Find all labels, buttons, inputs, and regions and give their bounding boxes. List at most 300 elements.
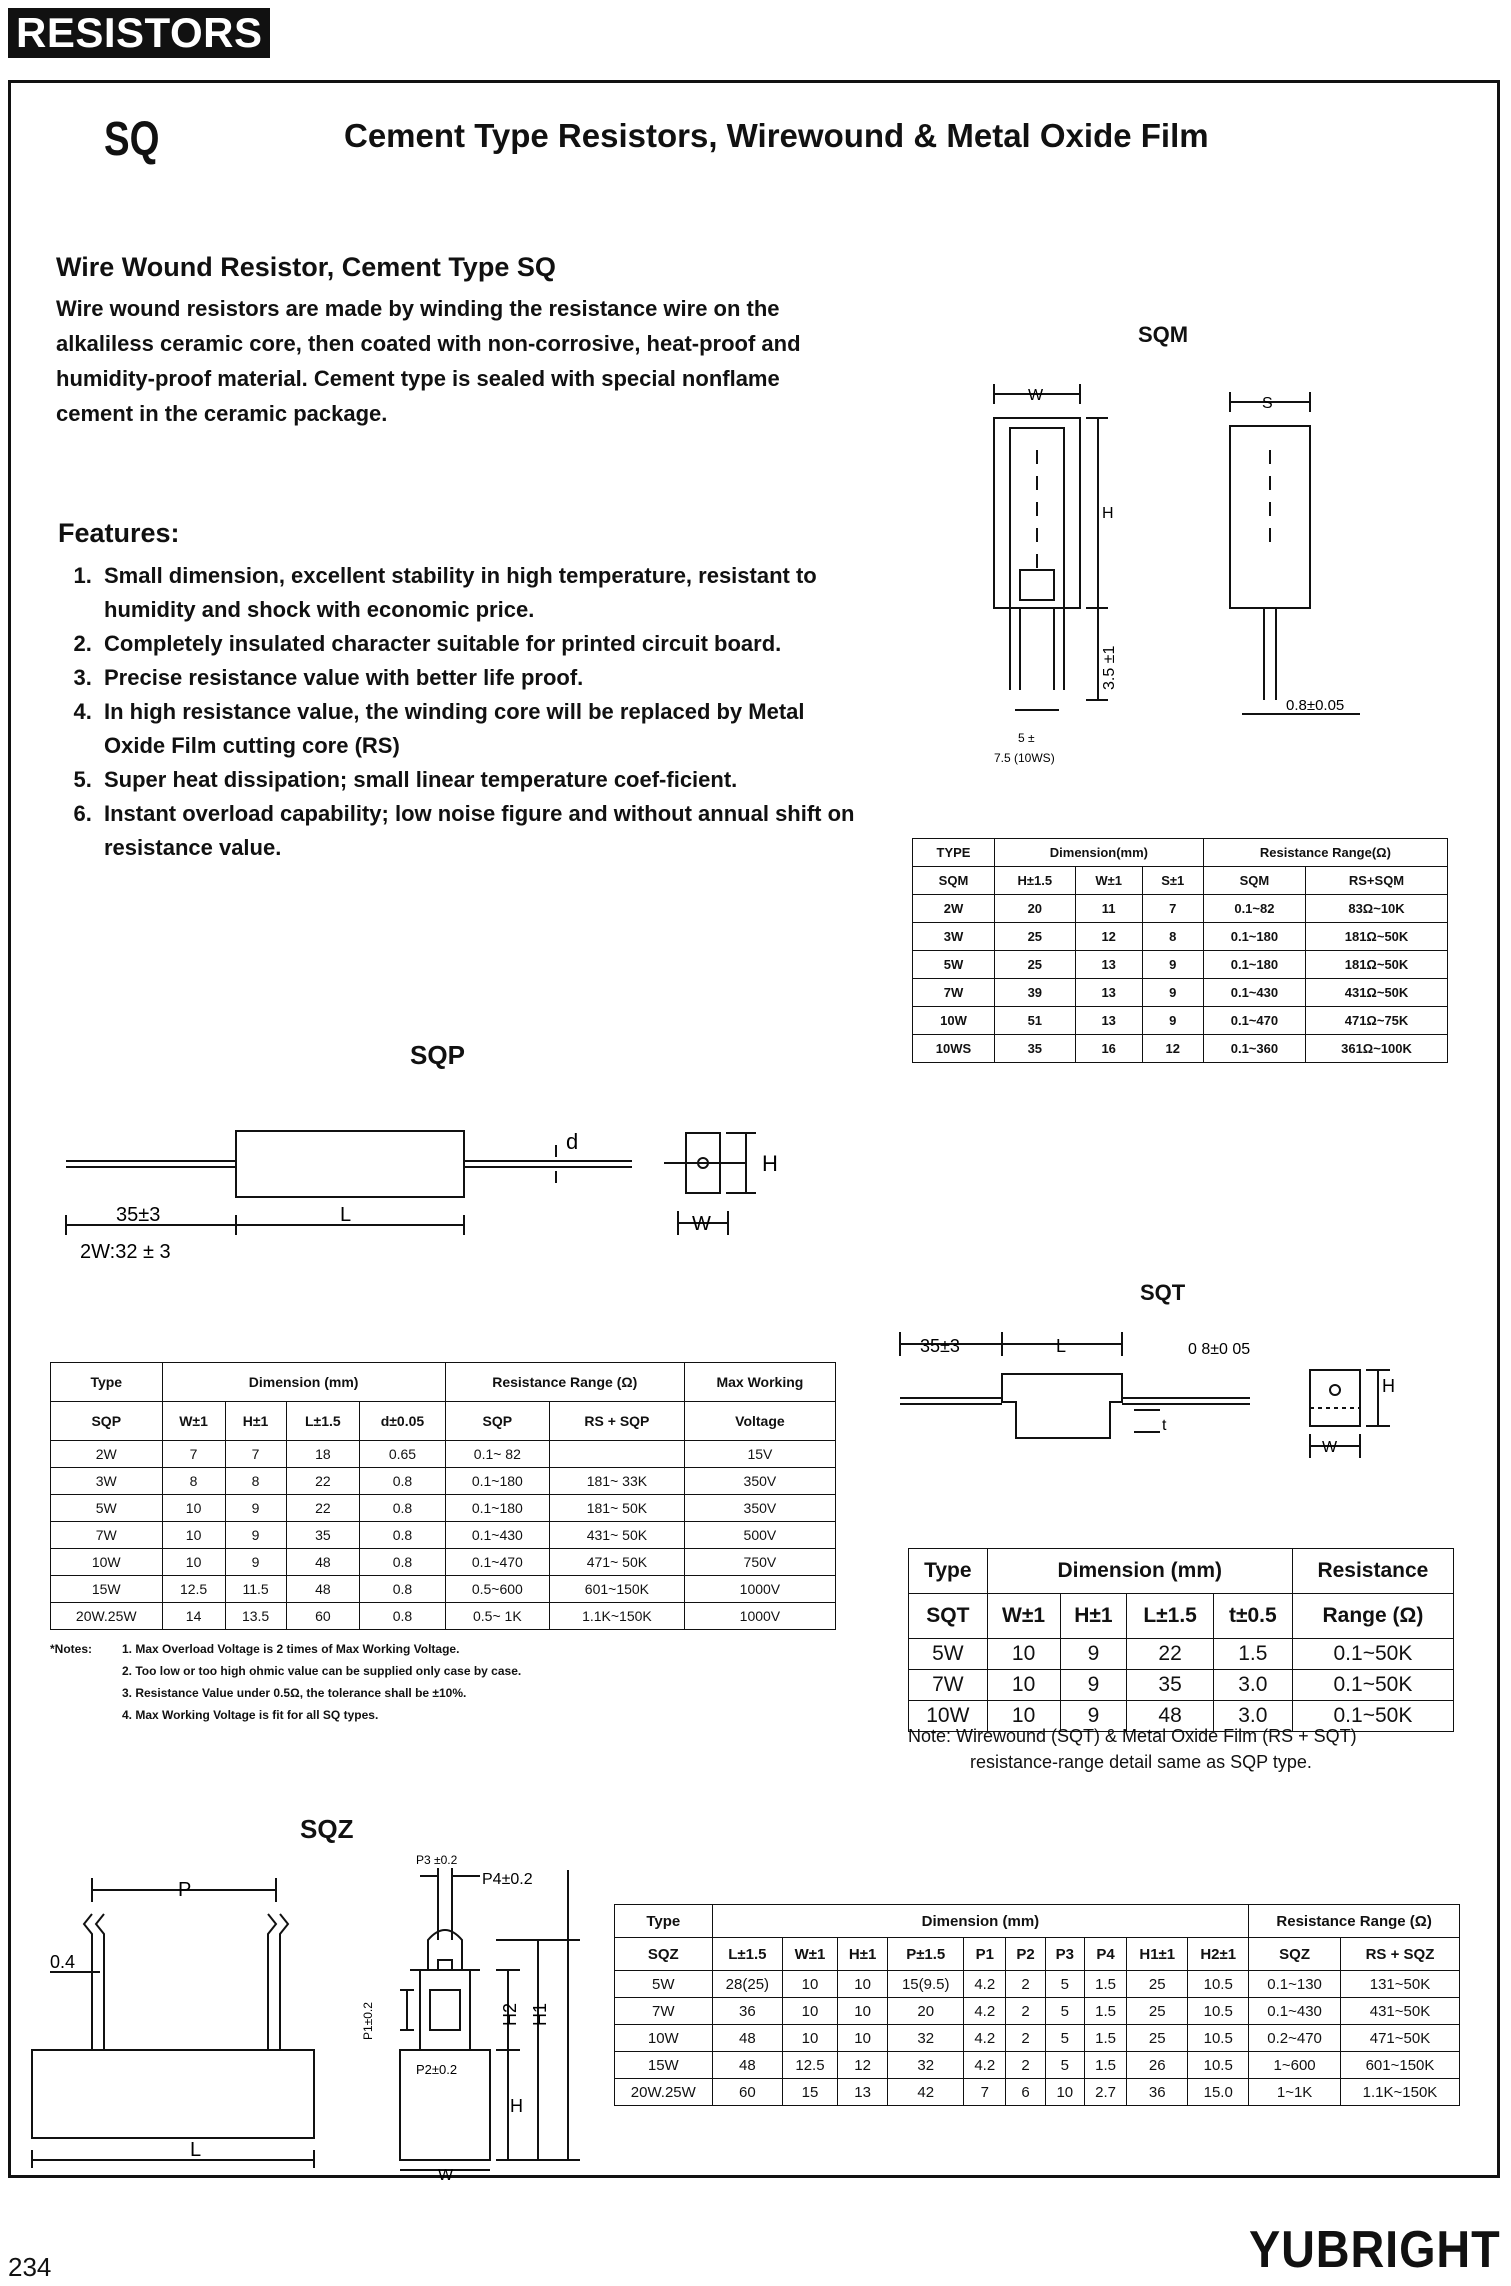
table-cell: 0.1~470 bbox=[1203, 1007, 1305, 1035]
table-cell: 361Ω~100K bbox=[1306, 1035, 1448, 1063]
table-cell: 9 bbox=[225, 1522, 286, 1549]
sqz-th-col: H±1 bbox=[837, 1938, 888, 1971]
sqt-dim-w: W bbox=[1322, 1439, 1338, 1456]
table-cell: 10.5 bbox=[1188, 2052, 1249, 2079]
sqz-label: SQZ bbox=[300, 1814, 354, 1844]
sqz-table bbox=[614, 1904, 1460, 2106]
sqt-dim-d: 0 8±0 05 bbox=[1188, 1341, 1251, 1358]
sqp-dim-l: L bbox=[340, 1204, 352, 1226]
table-cell: 9 bbox=[225, 1495, 286, 1522]
table-cell: 1.5 bbox=[1084, 1998, 1126, 2025]
table-cell: 25 bbox=[1127, 2025, 1188, 2052]
table-cell: 36 bbox=[712, 1998, 783, 2025]
table-cell: 0.1~180 bbox=[1203, 923, 1305, 951]
sqp-th-maxv: Max Working bbox=[684, 1363, 835, 1402]
table-cell: 15 bbox=[783, 2079, 838, 2106]
sqm-drawing bbox=[980, 370, 1400, 780]
note-item: 1. Max Overload Voltage is 2 times of Max Working Voltage. bbox=[122, 1642, 460, 1656]
sqt-dim-l: L bbox=[1056, 1336, 1067, 1356]
table-cell: 431~ 50K bbox=[550, 1522, 685, 1549]
sqm-dim-lead-dia: 0.8±0.05 bbox=[1286, 697, 1345, 714]
sqp-label: SQP bbox=[410, 1040, 465, 1070]
table-cell: 18 bbox=[286, 1441, 360, 1468]
table-cell: 60 bbox=[286, 1603, 360, 1630]
table-cell: 0.1~470 bbox=[445, 1549, 549, 1576]
sqp-dim-lead2: 2W:32 ± 3 bbox=[80, 1241, 171, 1263]
table-row bbox=[913, 1035, 1448, 1063]
features-list bbox=[58, 559, 868, 865]
sqz-dim-h: H bbox=[510, 2096, 523, 2116]
sqt-th-h: H±1 bbox=[1060, 1594, 1127, 1639]
table-cell: 5 bbox=[1045, 1971, 1084, 1998]
table-cell: 10 bbox=[162, 1522, 225, 1549]
table-cell: 28(25) bbox=[712, 1971, 783, 1998]
table-cell: 9 bbox=[1060, 1701, 1127, 1732]
table-cell: 48 bbox=[286, 1576, 360, 1603]
table-cell: 0.8 bbox=[360, 1603, 445, 1630]
sqz-drawing bbox=[20, 1850, 600, 2180]
table-row bbox=[615, 1971, 1460, 1998]
table-row bbox=[615, 2079, 1460, 2106]
sqt-drawing bbox=[890, 1330, 1410, 1470]
table-cell: 32 bbox=[888, 2025, 964, 2052]
table-cell: 9 bbox=[1142, 1007, 1203, 1035]
sqz-th-col: P2 bbox=[1006, 1938, 1045, 1971]
table-cell: 7 bbox=[225, 1441, 286, 1468]
sqm-th-dim: Dimension(mm) bbox=[994, 839, 1203, 867]
sqt-th-dim: Dimension (mm) bbox=[987, 1549, 1292, 1594]
sqm-th-r-sqm: SQM bbox=[1203, 867, 1305, 895]
sqm-dim-w: W bbox=[1028, 387, 1044, 404]
table-cell: 7W bbox=[913, 979, 995, 1007]
sqp-th-res: Resistance Range (Ω) bbox=[445, 1363, 684, 1402]
table-cell: 0.1~360 bbox=[1203, 1035, 1305, 1063]
table-cell: 60 bbox=[712, 2079, 783, 2106]
sqz-dim-p3: P3 ±0.2 bbox=[416, 1853, 458, 1867]
table-cell: 15V bbox=[684, 1441, 835, 1468]
table-cell: 0.1~ 82 bbox=[445, 1441, 549, 1468]
table-cell: 9 bbox=[1142, 979, 1203, 1007]
sqz-th-col: L±1.5 bbox=[712, 1938, 783, 1971]
sqz-th-r-sqz: SQZ bbox=[1249, 1938, 1341, 1971]
table-cell: 601~150K bbox=[550, 1576, 685, 1603]
sqt-th-l: L±1.5 bbox=[1127, 1594, 1214, 1639]
table-cell: 471~ 50K bbox=[550, 1549, 685, 1576]
table-row bbox=[615, 2025, 1460, 2052]
table-cell: 1.5 bbox=[1084, 2052, 1126, 2079]
table-cell: 48 bbox=[1127, 1701, 1214, 1732]
table-cell: 1000V bbox=[684, 1603, 835, 1630]
table-cell: 13 bbox=[1075, 979, 1142, 1007]
table-row bbox=[51, 1495, 836, 1522]
page-title: Cement Type Resistors, Wirewound & Metal Oxide Film bbox=[344, 117, 1209, 154]
sqm-dim-lead: 3.5 ±1 bbox=[1101, 645, 1118, 690]
table-cell: 13 bbox=[837, 2079, 888, 2106]
table-cell: 0.1~430 bbox=[1249, 1998, 1341, 2025]
table-cell: 10 bbox=[837, 2025, 888, 2052]
table-cell: 20W.25W bbox=[615, 2079, 713, 2106]
table-cell: 1.5 bbox=[1084, 1971, 1126, 1998]
sqp-dim-w: W bbox=[692, 1213, 711, 1235]
sqz-th-r-rs: RS + SQZ bbox=[1340, 1938, 1459, 1971]
sqz-dim-h2: H2 bbox=[500, 2002, 520, 2026]
features-section bbox=[58, 518, 868, 865]
table-cell: 181~ 50K bbox=[550, 1495, 685, 1522]
sqp-th-w: W±1 bbox=[162, 1402, 225, 1441]
table-row bbox=[913, 895, 1448, 923]
table-cell: 11.5 bbox=[225, 1576, 286, 1603]
table-cell: 10 bbox=[783, 1971, 838, 1998]
table-row bbox=[51, 1468, 836, 1495]
table-cell: 25 bbox=[1127, 1998, 1188, 2025]
sqp-th-type: Type bbox=[51, 1363, 163, 1402]
sqz-dim-h1: H1 bbox=[530, 2002, 550, 2026]
table-cell: 32 bbox=[888, 2052, 964, 2079]
table-row bbox=[51, 1576, 836, 1603]
table-cell: 20 bbox=[994, 895, 1075, 923]
table-cell: 3W bbox=[51, 1468, 163, 1495]
table-cell: 181~ 33K bbox=[550, 1468, 685, 1495]
table-cell: 0.8 bbox=[360, 1522, 445, 1549]
sqz-th-col: P±1.5 bbox=[888, 1938, 964, 1971]
sqp-th-sqp: SQP bbox=[51, 1402, 163, 1441]
table-cell: 20W.25W bbox=[51, 1603, 163, 1630]
table-cell: 431Ω~50K bbox=[1306, 979, 1448, 1007]
table-cell: 350V bbox=[684, 1495, 835, 1522]
sqp-dim-d: d bbox=[566, 1129, 579, 1154]
table-cell: 5W bbox=[51, 1495, 163, 1522]
table-cell: 16 bbox=[1075, 1035, 1142, 1063]
sqm-th-res: Resistance Range(Ω) bbox=[1203, 839, 1447, 867]
table-cell: 10.5 bbox=[1188, 1998, 1249, 2025]
table-cell: 431~50K bbox=[1340, 1998, 1459, 2025]
table-cell: 5W bbox=[913, 951, 995, 979]
table-cell: 12.5 bbox=[162, 1576, 225, 1603]
table-cell: 3.0 bbox=[1213, 1670, 1292, 1701]
table-cell: 48 bbox=[286, 1549, 360, 1576]
table-cell: 5 bbox=[1045, 1998, 1084, 2025]
sqz-th-col: H1±1 bbox=[1127, 1938, 1188, 1971]
table-cell: 7W bbox=[615, 1998, 713, 2025]
table-cell: 22 bbox=[286, 1495, 360, 1522]
table-cell: 39 bbox=[994, 979, 1075, 1007]
table-cell: 10 bbox=[987, 1639, 1060, 1670]
sqz-dim-l: L bbox=[190, 2139, 202, 2161]
table-cell: 10.5 bbox=[1188, 1971, 1249, 1998]
table-cell: 1.5 bbox=[1084, 2025, 1126, 2052]
sqp-notes-label: *Notes: bbox=[50, 1642, 93, 1656]
table-cell: 12 bbox=[837, 2052, 888, 2079]
feature-item: 3. Precise resistance value with better life proof. bbox=[98, 661, 868, 695]
sqz-th-dim: Dimension (mm) bbox=[712, 1905, 1249, 1938]
intro-section bbox=[56, 252, 816, 431]
table-cell: 0.1~430 bbox=[1203, 979, 1305, 1007]
sqp-th-h: H±1 bbox=[225, 1402, 286, 1441]
table-cell: 10 bbox=[987, 1701, 1060, 1732]
table-cell: 0.1~50K bbox=[1292, 1670, 1453, 1701]
sqp-notes bbox=[122, 1638, 521, 1726]
table-cell: 25 bbox=[994, 951, 1075, 979]
table-cell: 20 bbox=[888, 1998, 964, 2025]
table-cell: 0.1~82 bbox=[1203, 895, 1305, 923]
table-cell: 2.7 bbox=[1084, 2079, 1126, 2106]
features-heading: Features: bbox=[58, 518, 180, 548]
table-cell: 5W bbox=[909, 1639, 988, 1670]
table-cell: 15(9.5) bbox=[888, 1971, 964, 1998]
sqz-th-col: P3 bbox=[1045, 1938, 1084, 1971]
sqm-table bbox=[912, 838, 1448, 1063]
table-cell: 3W bbox=[913, 923, 995, 951]
table-cell: 1~1K bbox=[1249, 2079, 1341, 2106]
table-cell: 500V bbox=[684, 1522, 835, 1549]
table-cell: 2 bbox=[1006, 1998, 1045, 2025]
table-cell: 0.8 bbox=[360, 1549, 445, 1576]
table-cell: 5 bbox=[1045, 2052, 1084, 2079]
table-cell: 4.2 bbox=[964, 1971, 1006, 1998]
table-row bbox=[51, 1603, 836, 1630]
feature-item: 1. Small dimension, excellent stability in high temperature, resistant to humidity and shock with economic price. bbox=[98, 559, 868, 627]
table-cell: 22 bbox=[286, 1468, 360, 1495]
sqz-th-res: Resistance Range (Ω) bbox=[1249, 1905, 1460, 1938]
sqm-th-h: H±1.5 bbox=[994, 867, 1075, 895]
table-cell: 10 bbox=[837, 1971, 888, 1998]
table-cell: 9 bbox=[1060, 1670, 1127, 1701]
sqz-dim-p: P bbox=[178, 1879, 192, 1901]
table-row bbox=[615, 1998, 1460, 2025]
sqp-th-d: d±0.05 bbox=[360, 1402, 445, 1441]
sqz-dim-p2: P2±0.2 bbox=[416, 2062, 458, 2077]
page-number: 234 bbox=[8, 2252, 52, 2282]
note-item: 2. Too low or too high ohmic value can be supplied only case by case. bbox=[122, 1664, 522, 1678]
table-cell: 10 bbox=[1045, 2079, 1084, 2106]
table-cell: 0.1~180 bbox=[445, 1468, 549, 1495]
sqp-th-r-sqp: SQP bbox=[445, 1402, 549, 1441]
table-cell: 5 bbox=[1045, 2025, 1084, 2052]
table-row bbox=[51, 1549, 836, 1576]
table-cell: 1.1K~150K bbox=[550, 1603, 685, 1630]
table-cell: 1.1K~150K bbox=[1340, 2079, 1459, 2106]
sqz-th-col: P1 bbox=[964, 1938, 1006, 1971]
table-cell: 471Ω~75K bbox=[1306, 1007, 1448, 1035]
table-cell: 10 bbox=[783, 2025, 838, 2052]
table-cell: 7 bbox=[1142, 895, 1203, 923]
sqt-dim-h: H bbox=[1382, 1376, 1395, 1396]
table-cell: 4.2 bbox=[964, 1998, 1006, 2025]
sqm-th-s: S±1 bbox=[1142, 867, 1203, 895]
table-cell: 7W bbox=[909, 1670, 988, 1701]
sqt-dim-t: t bbox=[1162, 1417, 1167, 1434]
table-cell: 12 bbox=[1142, 1035, 1203, 1063]
table-cell: 13 bbox=[1075, 951, 1142, 979]
sqz-th-sqz: SQZ bbox=[615, 1938, 713, 1971]
table-row bbox=[913, 1007, 1448, 1035]
table-row bbox=[913, 979, 1448, 1007]
sqp-th-volt: Voltage bbox=[684, 1402, 835, 1441]
sqt-th-sqt: SQT bbox=[909, 1594, 988, 1639]
table-cell: 3.0 bbox=[1213, 1701, 1292, 1732]
table-cell: 0.8 bbox=[360, 1495, 445, 1522]
sqp-table bbox=[50, 1362, 836, 1630]
sqt-th-type: Type bbox=[909, 1549, 988, 1594]
table-row bbox=[51, 1522, 836, 1549]
brand-logo: YUBRIGHT bbox=[1249, 2221, 1501, 2279]
sqz-th-type: Type bbox=[615, 1905, 713, 1938]
table-cell: 25 bbox=[1127, 1971, 1188, 1998]
table-cell: 2 bbox=[1006, 2025, 1045, 2052]
table-cell: 471~50K bbox=[1340, 2025, 1459, 2052]
sqz-dim-p1: P1±0.2 bbox=[361, 2002, 375, 2040]
sqp-th-l: L±1.5 bbox=[286, 1402, 360, 1441]
sqz-th-col: W±1 bbox=[783, 1938, 838, 1971]
table-cell: 0.5~ 1K bbox=[445, 1603, 549, 1630]
sqt-note-2: resistance-range detail same as SQP type. bbox=[970, 1752, 1312, 1772]
table-cell: 9 bbox=[1060, 1639, 1127, 1670]
table-cell: 0.65 bbox=[360, 1441, 445, 1468]
table-cell: 0.5~600 bbox=[445, 1576, 549, 1603]
table-cell: 10 bbox=[783, 1998, 838, 2025]
intro-paragraph: Wire wound resistors are made by winding the resistance wire on the alkaliless ceramic core, then coated with non-corrosive, heat-proof and humidity-proof material. Cement type is sealed with special nonflame cement in the ceramic package. bbox=[56, 296, 801, 426]
table-cell: 48 bbox=[712, 2025, 783, 2052]
table-row bbox=[51, 1441, 836, 1468]
table-cell: 35 bbox=[994, 1035, 1075, 1063]
table-cell: 25 bbox=[994, 923, 1075, 951]
feature-item: 4. In high resistance value, the winding core will be replaced by Metal Oxide Film cutting core (RS) bbox=[98, 695, 868, 763]
table-cell: 2 bbox=[1006, 1971, 1045, 1998]
table-cell: 8 bbox=[162, 1468, 225, 1495]
sqm-label: SQM bbox=[1138, 322, 1189, 347]
table-cell: 0.1~180 bbox=[445, 1495, 549, 1522]
sqp-dim-h: H bbox=[762, 1151, 778, 1176]
sqt-table bbox=[908, 1548, 1454, 1732]
table-cell: 181Ω~50K bbox=[1306, 951, 1448, 979]
sqm-dim-pitch2: 7.5 (10WS) bbox=[994, 751, 1055, 765]
table-cell: 181Ω~50K bbox=[1306, 923, 1448, 951]
feature-item: 6. Instant overload capability; low noise figure and without annual shift on resistance value. bbox=[98, 797, 868, 865]
table-cell: 1~600 bbox=[1249, 2052, 1341, 2079]
table-cell: 48 bbox=[712, 2052, 783, 2079]
sqt-th-range: Range (Ω) bbox=[1292, 1594, 1453, 1639]
table-cell: 8 bbox=[225, 1468, 286, 1495]
feature-item: 5. Super heat dissipation; small linear temperature coef-ficient. bbox=[98, 763, 868, 797]
table-cell: 1.5 bbox=[1213, 1639, 1292, 1670]
table-row bbox=[615, 2052, 1460, 2079]
table-cell: 0.1~180 bbox=[1203, 951, 1305, 979]
table-cell: 10W bbox=[913, 1007, 995, 1035]
feature-item: 2. Completely insulated character suitable for printed circuit board. bbox=[98, 627, 868, 661]
table-cell: 2W bbox=[913, 895, 995, 923]
table-cell: 1000V bbox=[684, 1576, 835, 1603]
table-cell: 35 bbox=[1127, 1670, 1214, 1701]
table-cell: 10WS bbox=[913, 1035, 995, 1063]
table-cell: 12.5 bbox=[783, 2052, 838, 2079]
table-cell: 0.1~130 bbox=[1249, 1971, 1341, 1998]
table-cell: 7W bbox=[51, 1522, 163, 1549]
sqt-note-1: Note: Wirewound (SQT) & Metal Oxide Film (RS + SQT) bbox=[908, 1726, 1357, 1746]
table-cell: 9 bbox=[225, 1549, 286, 1576]
table-cell: 0.2~470 bbox=[1249, 2025, 1341, 2052]
table-cell: 8 bbox=[1142, 923, 1203, 951]
table-cell: 10W bbox=[51, 1549, 163, 1576]
sqm-dim-h: H bbox=[1102, 505, 1114, 522]
note-item: 4. Max Working Voltage is fit for all SQ types. bbox=[122, 1708, 379, 1722]
table-cell: 10 bbox=[987, 1670, 1060, 1701]
sqz-dim-w: W bbox=[438, 2167, 454, 2180]
sqp-th-dim: Dimension (mm) bbox=[162, 1363, 445, 1402]
table-cell: 0.1~50K bbox=[1292, 1639, 1453, 1670]
table-cell: 0.1~50K bbox=[1292, 1701, 1453, 1732]
sqp-drawing bbox=[60, 1115, 820, 1275]
table-cell: 10 bbox=[837, 1998, 888, 2025]
sqm-th-type: TYPE bbox=[913, 839, 995, 867]
sqt-th-w: W±1 bbox=[987, 1594, 1060, 1639]
table-cell: 0.8 bbox=[360, 1576, 445, 1603]
table-row bbox=[909, 1639, 1454, 1670]
table-cell: 350V bbox=[684, 1468, 835, 1495]
table-cell: 12 bbox=[1075, 923, 1142, 951]
sqt-label: SQT bbox=[1140, 1280, 1186, 1305]
table-cell: 0.8 bbox=[360, 1468, 445, 1495]
sqm-dim-pitch1: 5 ± bbox=[1018, 731, 1035, 745]
table-cell: 15W bbox=[615, 2052, 713, 2079]
table-cell: 22 bbox=[1127, 1639, 1214, 1670]
sqz-dim-p4: P4±0.2 bbox=[482, 1871, 533, 1888]
table-cell: 11 bbox=[1075, 895, 1142, 923]
table-cell: 51 bbox=[994, 1007, 1075, 1035]
table-cell: 10.5 bbox=[1188, 2025, 1249, 2052]
table-cell: 7 bbox=[964, 2079, 1006, 2106]
series-code: SQ bbox=[104, 113, 160, 166]
sqz-th-col: P4 bbox=[1084, 1938, 1126, 1971]
sqt-th-res: Resistance bbox=[1292, 1549, 1453, 1594]
table-cell: 4.2 bbox=[964, 2052, 1006, 2079]
table-cell: 131~50K bbox=[1340, 1971, 1459, 1998]
sqz-dim-04: 0.4 bbox=[50, 1952, 76, 1972]
table-cell: 13 bbox=[1075, 1007, 1142, 1035]
table-cell: 9 bbox=[1142, 951, 1203, 979]
sqm-dim-s: S bbox=[1262, 395, 1273, 412]
table-cell: 15.0 bbox=[1188, 2079, 1249, 2106]
table-row bbox=[913, 951, 1448, 979]
table-cell: 15W bbox=[51, 1576, 163, 1603]
table-cell: 10W bbox=[615, 2025, 713, 2052]
table-cell: 0.1~430 bbox=[445, 1522, 549, 1549]
table-cell: 13.5 bbox=[225, 1603, 286, 1630]
table-cell: 10 bbox=[162, 1495, 225, 1522]
table-row bbox=[913, 923, 1448, 951]
sqp-dim-lead: 35±3 bbox=[116, 1204, 161, 1226]
table-cell: 2W bbox=[51, 1441, 163, 1468]
table-cell: 10 bbox=[162, 1549, 225, 1576]
intro-heading: Wire Wound Resistor, Cement Type SQ bbox=[56, 252, 556, 282]
table-cell: 26 bbox=[1127, 2052, 1188, 2079]
sqp-th-r-rs: RS + SQP bbox=[550, 1402, 685, 1441]
table-cell: 14 bbox=[162, 1603, 225, 1630]
table-cell: 36 bbox=[1127, 2079, 1188, 2106]
table-row bbox=[909, 1670, 1454, 1701]
sqz-th-col: H2±1 bbox=[1188, 1938, 1249, 1971]
table-cell: 7 bbox=[162, 1441, 225, 1468]
table-cell: 601~150K bbox=[1340, 2052, 1459, 2079]
table-cell: 750V bbox=[684, 1549, 835, 1576]
table-cell: 6 bbox=[1006, 2079, 1045, 2106]
table-cell: 42 bbox=[888, 2079, 964, 2106]
table-cell: 35 bbox=[286, 1522, 360, 1549]
section-tab: RESISTORS bbox=[8, 8, 270, 58]
sqt-dim-lead: 35±3 bbox=[920, 1336, 960, 1356]
sqm-th-sqm: SQM bbox=[913, 867, 995, 895]
sqm-th-r-rs: RS+SQM bbox=[1306, 867, 1448, 895]
table-cell: 4.2 bbox=[964, 2025, 1006, 2052]
